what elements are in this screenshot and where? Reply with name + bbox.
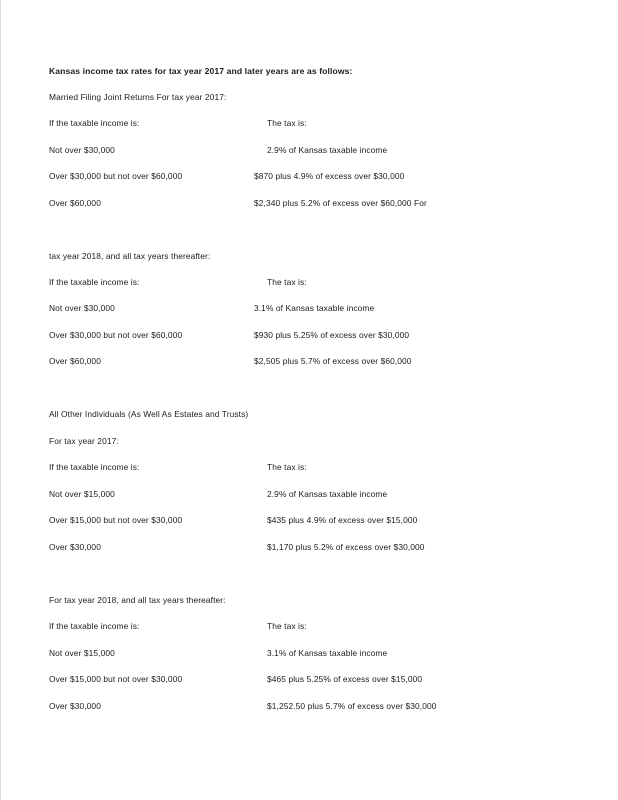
income-bracket: Over $60,000 [49, 198, 101, 208]
table-row [49, 171, 609, 181]
tax-column-header: The tax is: [267, 462, 307, 472]
income-bracket: Over $60,000 [49, 356, 101, 366]
table-row [49, 145, 609, 155]
income-column-header: If the taxable income is: [49, 462, 140, 472]
tax-formula: $1,170 plus 5.2% of excess over $30,000 [267, 542, 425, 552]
income-bracket: Over $15,000 but not over $30,000 [49, 674, 183, 684]
table-row [49, 674, 609, 684]
section-subheading: For tax year 2017: [49, 436, 119, 446]
tax-formula: 3.1% of Kansas taxable income [267, 648, 388, 658]
income-bracket: Over $30,000 [49, 542, 101, 552]
tax-formula: $465 plus 5.25% of excess over $15,000 [267, 674, 423, 684]
column-header-row [49, 621, 609, 631]
column-header-row [49, 462, 609, 472]
tax-formula: $435 plus 4.9% of excess over $15,000 [267, 515, 418, 525]
tax-formula: $1,252.50 plus 5.7% of excess over $30,000 [267, 701, 437, 711]
income-bracket: Over $15,000 but not over $30,000 [49, 515, 183, 525]
tax-column-header: The tax is: [267, 277, 307, 287]
income-bracket: Not over $15,000 [49, 489, 115, 499]
table-row [49, 542, 609, 552]
income-column-header: If the taxable income is: [49, 118, 140, 128]
section-heading: Married Filing Joint Returns For tax year 2017: [49, 92, 227, 102]
tax-formula: $2,505 plus 5.7% of excess over $60,000 [254, 356, 412, 366]
table-row [49, 701, 609, 711]
income-bracket: Over $30,000 but not over $60,000 [49, 171, 183, 181]
income-bracket: Over $30,000 but not over $60,000 [49, 330, 183, 340]
section-heading: All Other Individuals (As Well As Estates and Trusts) [49, 409, 249, 419]
table-row [49, 515, 609, 525]
tax-formula: 2.9% of Kansas taxable income [267, 145, 388, 155]
tax-column-header: The tax is: [267, 621, 307, 631]
document-title: Kansas income tax rates for tax year 2017 and later years are as follows: [49, 66, 353, 76]
tax-formula: $2,340 plus 5.2% of excess over $60,000 For [254, 198, 427, 208]
table-row [49, 198, 609, 208]
income-column-header: If the taxable income is: [49, 621, 140, 631]
tax-formula: $870 plus 4.9% of excess over $30,000 [254, 171, 405, 181]
section-heading: For tax year 2018, and all tax years thereafter: [49, 595, 226, 605]
section-heading: tax year 2018, and all tax years thereafter: [49, 251, 211, 261]
column-header-row [49, 118, 609, 128]
tax-formula: 2.9% of Kansas taxable income [267, 489, 388, 499]
tax-formula: 3.1% of Kansas taxable income [254, 303, 375, 313]
income-column-header: If the taxable income is: [49, 277, 140, 287]
income-bracket: Not over $30,000 [49, 145, 115, 155]
income-bracket: Not over $15,000 [49, 648, 115, 658]
table-row [49, 489, 609, 499]
table-row [49, 303, 609, 313]
table-row [49, 330, 609, 340]
column-header-row [49, 277, 609, 287]
tax-column-header: The tax is: [267, 118, 307, 128]
table-row [49, 356, 609, 366]
table-row [49, 648, 609, 658]
income-bracket: Not over $30,000 [49, 303, 115, 313]
tax-formula: $930 plus 5.25% of excess over $30,000 [254, 330, 410, 340]
income-bracket: Over $30,000 [49, 701, 101, 711]
